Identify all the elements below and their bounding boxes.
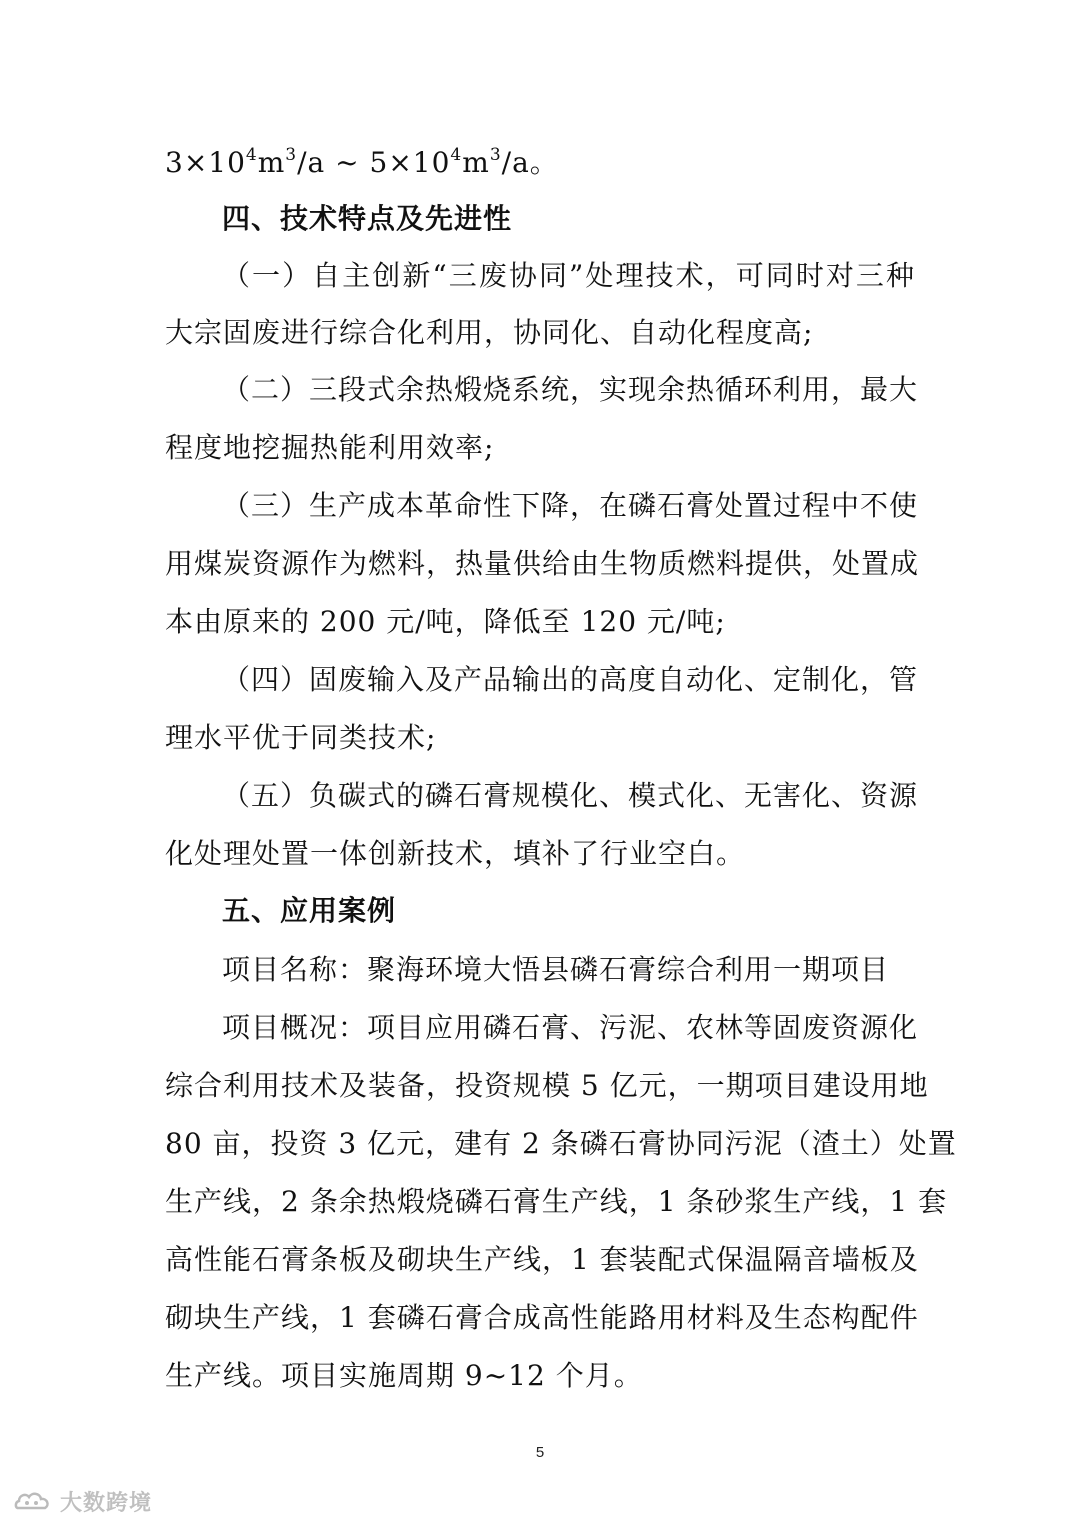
project-overview-line: 生产线，2 条余热煅烧磷石膏生产线，1 条砂浆生产线，1 套 (165, 1185, 948, 1218)
superscript: 3 (489, 145, 502, 165)
feature-3-line: 本由原来的 200 元/吨，降低至 120 元/吨; (165, 605, 726, 638)
feature-3-line: 用煤炭资源作为燃料，热量供给由生物质燃料提供，处置成 (165, 547, 920, 580)
text-fragment: 3×10 (165, 146, 246, 179)
feature-2-line: 程度地挖掘热能利用效率; (165, 431, 495, 464)
feature-2-line: （二）三段式余热煅烧系统，实现余热循环利用，最大 (222, 373, 919, 406)
project-overview-line: 生产线。项目实施周期 9~12 个月。 (165, 1359, 643, 1392)
project-overview-line: 80 亩，投资 3 亿元，建有 2 条磷石膏协同污泥（渣土）处置 (165, 1127, 957, 1160)
project-name: 项目名称：聚海环境大悟县磷石膏综合利用一期项目 (222, 953, 890, 986)
text-fragment: m (462, 146, 490, 179)
project-overview-line: 砌块生产线，1 套磷石膏合成高性能路用材料及生态构配件 (165, 1301, 919, 1334)
project-overview-line: 高性能石膏条板及砌块生产线，1 套装配式保温隔音墙板及 (165, 1243, 919, 1276)
text-fragment: m (257, 146, 286, 179)
feature-4-line: （四）固废输入及产品输出的高度自动化、定制化，管 (222, 663, 919, 696)
watermark (14, 1487, 152, 1515)
body-line (165, 143, 915, 187)
section-heading-5: 五、应用案例 (222, 894, 397, 927)
feature-3-line: （三）生产成本革命性下降，在磷石膏处置过程中不使 (222, 489, 919, 522)
superscript: 3 (285, 145, 298, 165)
feature-1-line: 大宗固废进行综合化利用，协同化、自动化程度高; (165, 316, 814, 349)
project-overview-line: 综合利用技术及装备，投资规模 5 亿元，一期项目建设用地 (165, 1069, 929, 1102)
superscript: 4 (450, 145, 463, 165)
watermark-text: 大数跨境 (60, 1490, 153, 1516)
text-fragment: /a ~ 5×10 (297, 146, 451, 179)
superscript: 4 (245, 145, 258, 165)
project-overview-line: 项目概况：项目应用磷石膏、污泥、农林等固废资源化 (222, 1011, 919, 1044)
feature-4-line: 理水平优于同类技术; (165, 721, 437, 754)
cloud-logo-icon (14, 1488, 54, 1514)
feature-1-line: （一）自主创新“三废协同”处理技术，可同时对三种 (222, 259, 915, 292)
feature-5-line: （五）负碳式的磷石膏规模化、模式化、无害化、资源 (222, 779, 919, 812)
page-number: 5 (535, 1444, 545, 1461)
feature-5-line: 化处理处置一体创新技术，填补了行业空白。 (165, 837, 746, 870)
section-heading-4: 四、技术特点及先进性 (222, 202, 513, 235)
text-fragment: /a。 (501, 146, 559, 179)
